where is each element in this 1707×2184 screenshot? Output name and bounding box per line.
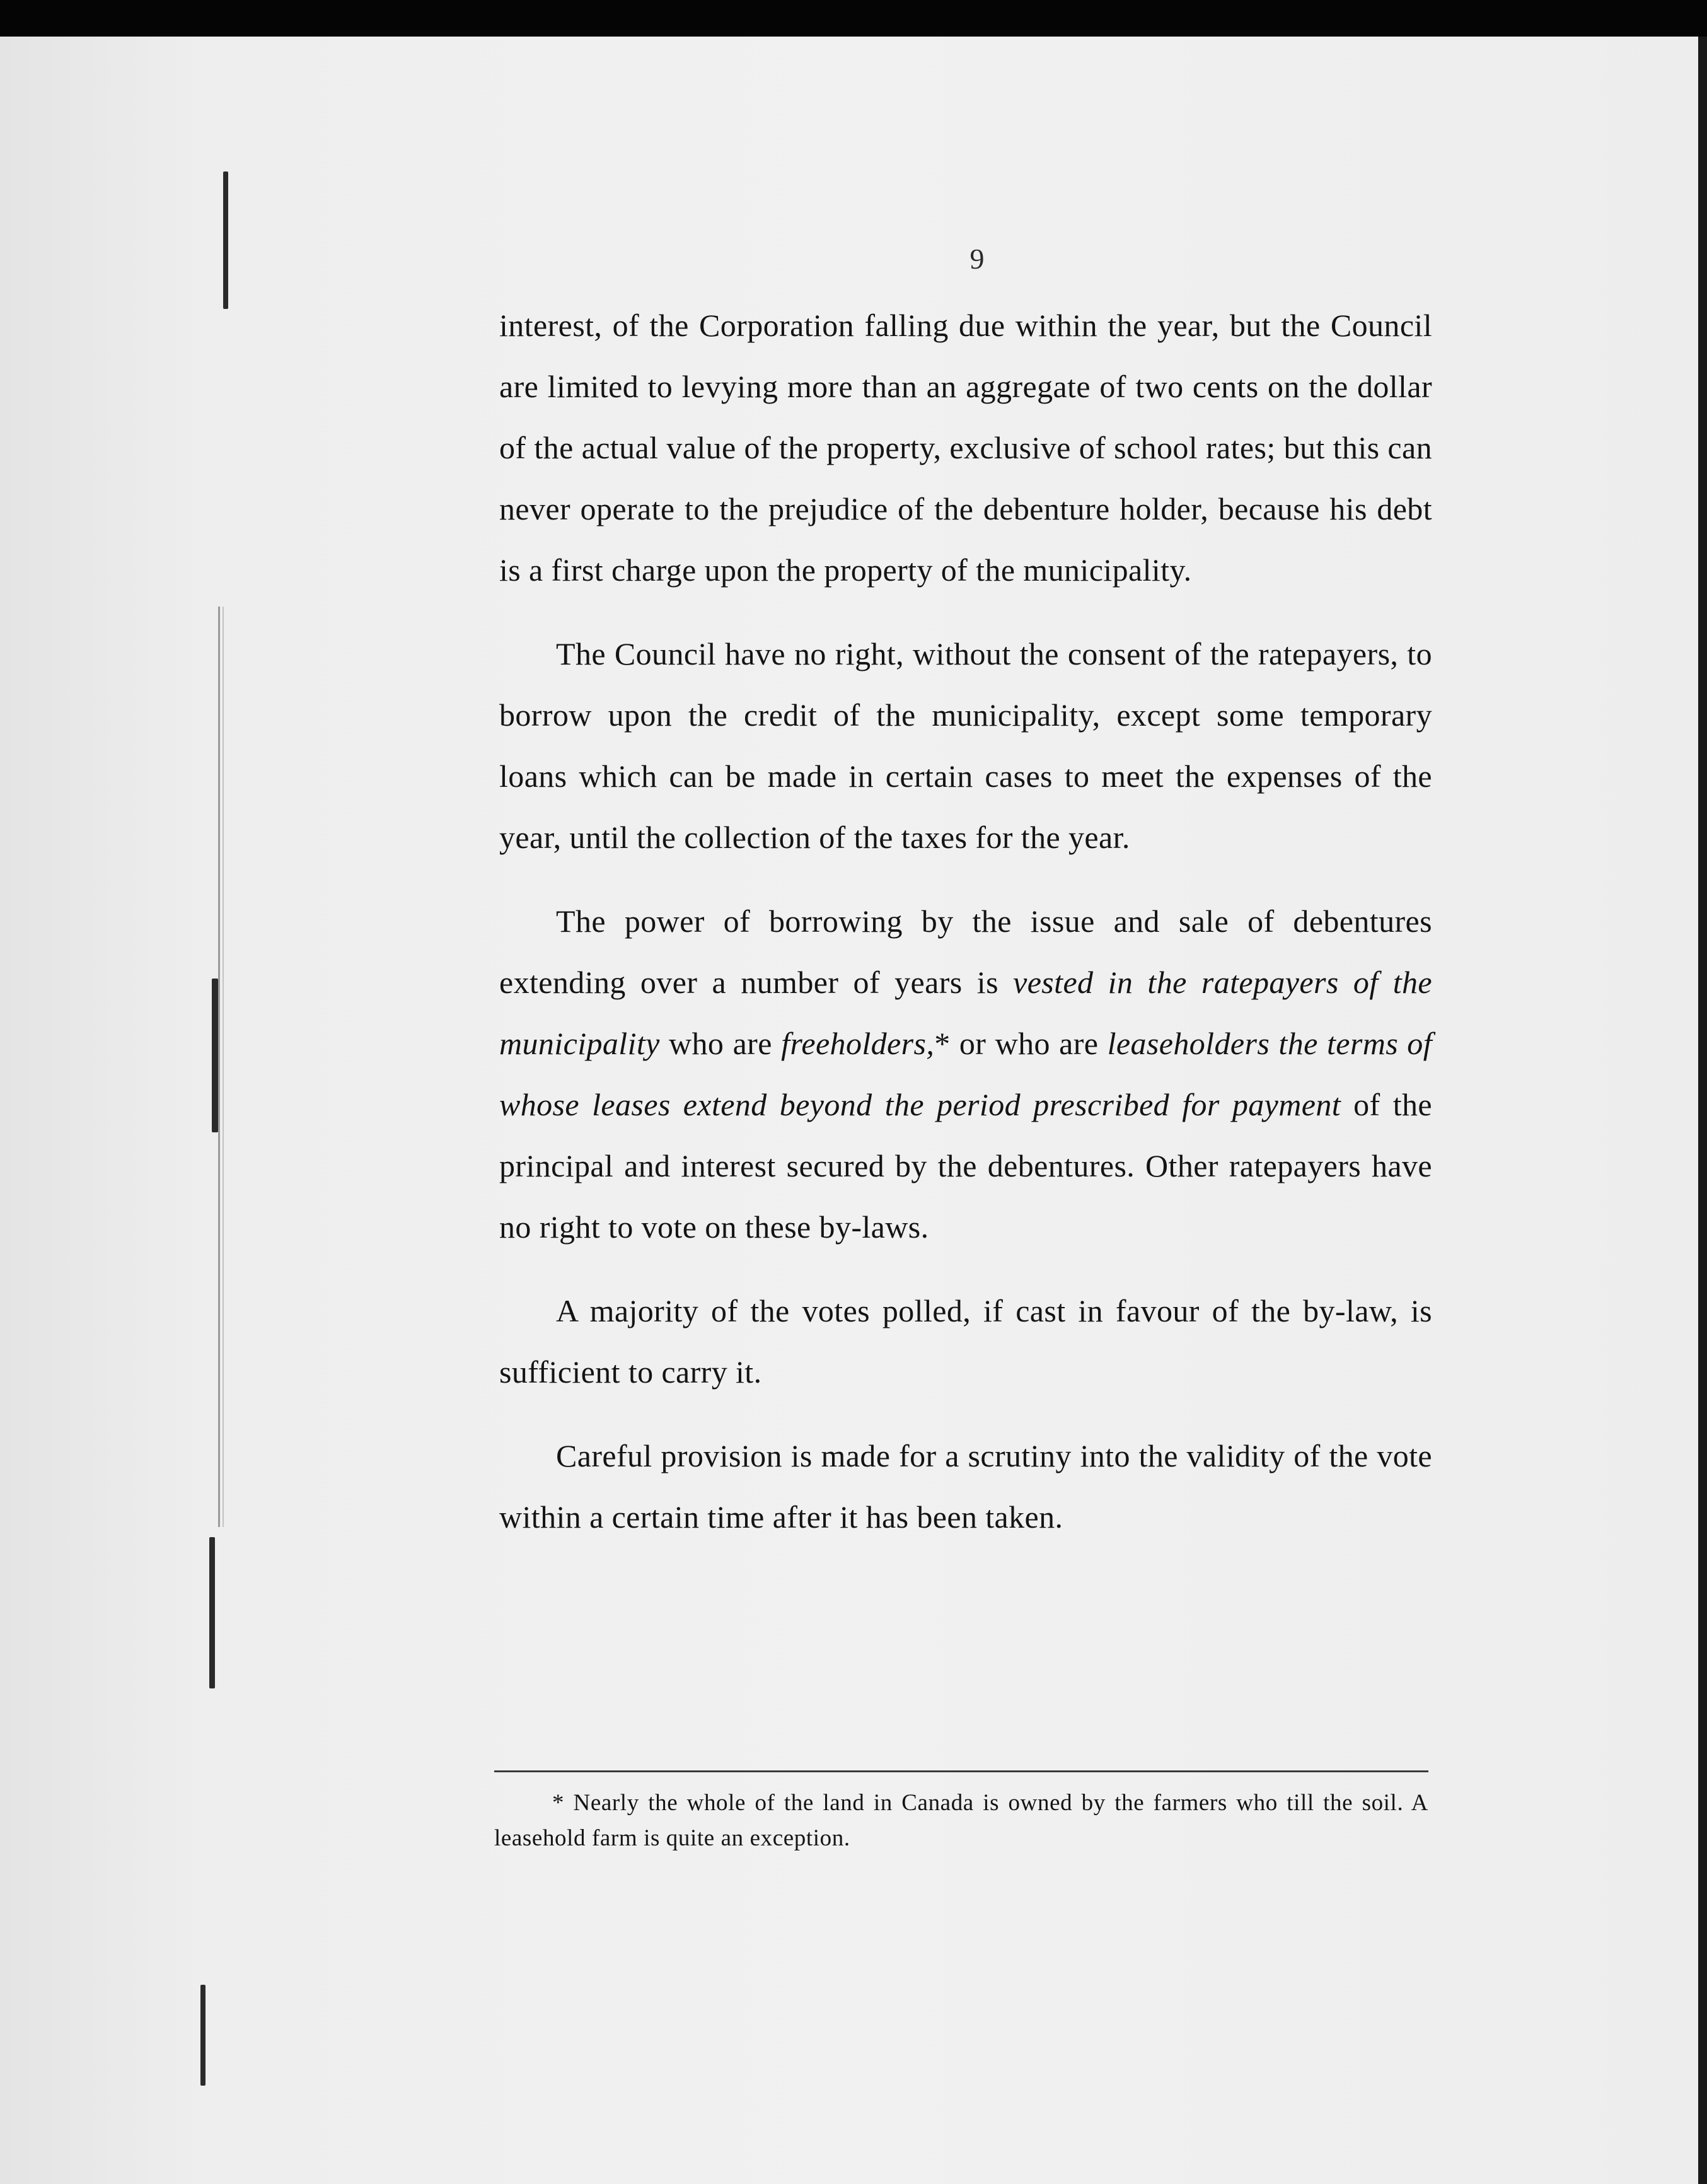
binding-mark: [223, 171, 228, 309]
italic-text: freeholders,: [781, 1026, 935, 1061]
paragraph: A majority of the votes polled, if cast in favour of the by-law, is sufficient to carry it.: [499, 1293, 1432, 1390]
italic-text: vested in the ratepayers of the municipality: [499, 965, 1432, 1061]
italic-text: leaseholders the terms of whose leases extend beyond the period prescribed for payment: [499, 1026, 1432, 1122]
page-number: 9: [969, 243, 985, 275]
text-run: who are: [659, 1026, 782, 1061]
text-run: of the principal and interest secured by the debentures. Other ratepayers have no right to vote on these by-laws.: [499, 1087, 1432, 1245]
scan-top-border: [0, 0, 1707, 37]
paragraph: interest, of the Corporation falling due within the year, but the Council are limited to levying more than an aggregate of two cents on the dollar of the actual value of the property, exclusive of school rates; but this can never operate to the prejudice of the debenture holder, because his debt is a first charge upon the property of the municipality.: [499, 308, 1432, 588]
binding-mark: [209, 1537, 215, 1688]
body-text: [499, 295, 1432, 1571]
footnote: * Nearly the whole of the land in Canada is owned by the farmers who till the soil. A leasehold farm is quite an exception.: [494, 1790, 1428, 1851]
paragraph: The Council have no right, without the consent of the ratepayers, to borrow upon the credit of the municipality, except some temporary loans which can be made in certain cases to meet the expenses of the year, until the collection of the taxes for the year.: [499, 636, 1432, 855]
binding-mark: [200, 1985, 205, 2086]
footnote-marker: * or who are: [934, 1026, 1108, 1061]
scan-right-border: [1698, 37, 1707, 2184]
paragraph: [499, 891, 1432, 1258]
text-run: The power of borrowing by the issue and sale of debentures extending over a number of years is: [499, 903, 1432, 1000]
footnote-rule: [494, 1770, 1428, 1772]
binding-thread: [218, 607, 224, 1527]
paragraph: Careful provision is made for a scrutiny into the validity of the vote within a certain time after it has been taken.: [499, 1438, 1432, 1535]
binding-mark: [212, 979, 218, 1132]
